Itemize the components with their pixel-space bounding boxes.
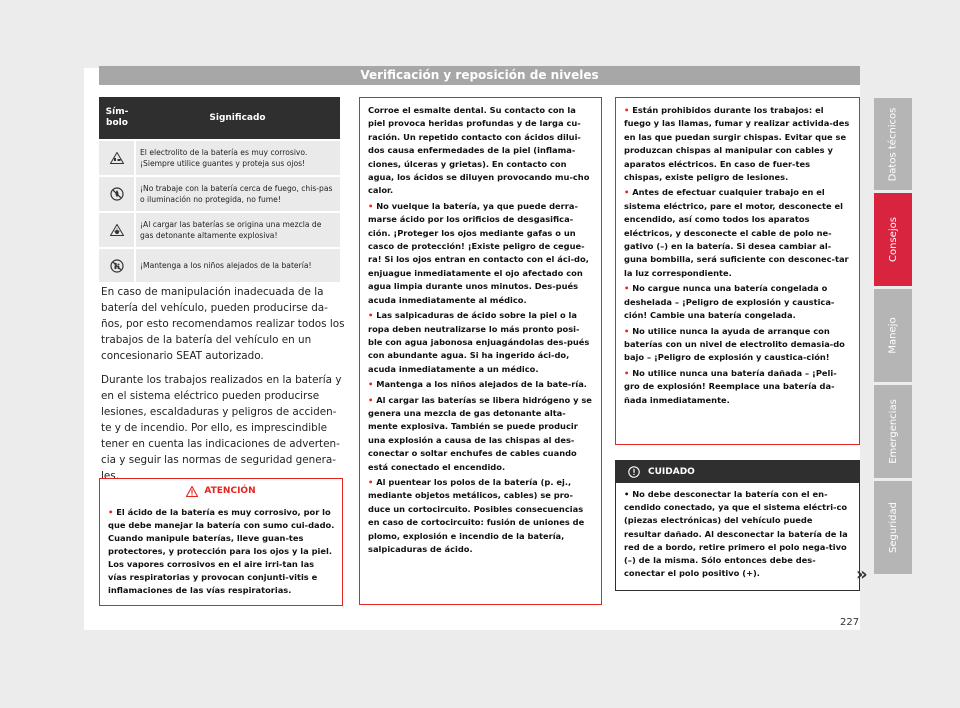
caution-title: CUIDADO [648, 467, 695, 477]
tab-label: Manejo [887, 317, 899, 354]
tab-emergencias[interactable] [874, 385, 912, 478]
table-header-row [99, 97, 340, 140]
symbol-table [99, 97, 340, 282]
table-row [99, 212, 340, 248]
warning-triangle-icon [186, 486, 198, 497]
bullet-icon: • [368, 310, 377, 321]
warning-box [99, 478, 343, 606]
explosion-icon [110, 224, 124, 236]
list-item [624, 325, 851, 365]
list-item [624, 186, 851, 280]
table-cell-icon [99, 248, 135, 282]
bullet-icon: • [368, 476, 377, 487]
tab-datos-tecnicos[interactable] [874, 98, 912, 190]
bullet-icon: • [624, 489, 633, 499]
continue-arrow-icon: » [856, 564, 868, 585]
warning-title: ATENCIÓN [204, 486, 256, 496]
table-cell-text: ¡Al cargar las baterías se origina una mezcla de gas detonante altamente explosiva! [135, 212, 340, 248]
list-item [624, 104, 851, 184]
column-header-symbol [99, 97, 135, 140]
table-cell-icon [99, 212, 135, 248]
list-item-text: Antes de efectuar cualquier trabajo en el sistema eléctrico, pare el motor, desconecte el encendido, así como todos los aparatos eléctricos, y desconecte el cable de polo ne-gativo (–) en la batería. Si desea cambiar al-guna bombilla, será suficiente con desconec-tar la luz correspondiente. [624, 187, 849, 278]
list-item-text: Mantenga a los niños alejados de la bate-ría. [376, 379, 587, 390]
page-number: 227 [840, 617, 860, 628]
bullet-icon: • [624, 187, 633, 198]
caution-text: No debe desconectar la batería con el en-cendido conectado, ya que el sistema eléctri-co (piezas electrónicas) del vehículo puede resultar dañado. Al desconectar la batería de la red de a bordo, retire primero el polo nega-tivo (–) de la misma. Sólo entonces debe des-conectar el polo positivo (+). [624, 489, 848, 579]
caution-body [616, 483, 859, 580]
side-navigation [874, 98, 912, 577]
body-paragraph: Durante los trabajos realizados en la batería y en el sistema eléctrico pueden producirse lesiones, escaldaduras y peligros de acciden-te y de incendio. Por ello, es imprescindible tener en cuenta las indicaciones de adverten-cia y seguir las normas de seguridad genera-les. [101, 374, 342, 482]
bullet-icon: • [624, 325, 633, 336]
list-item [368, 309, 593, 376]
bullet-icon: • [108, 507, 117, 517]
caution-header [616, 461, 859, 483]
list-item-text: Al puentear los polos de la batería (p. ej., mediante objetos metálicos, cables) se pro-duce un cortocircuito. Posibles consecuencias en caso de cortocircuito: fusión de uniones de plomo, explosión e incendio de la batería, salpicaduras de ácido. [368, 476, 585, 554]
bullet-icon: • [624, 105, 633, 115]
list-item-text: Están prohibidos durante los trabajos: el fuego y las llamas, fumar y realizar activida-des en las que puedan surgir chispas. Evitar que se produzcan chispas al manipular con cables y aparatos eléctricos. En caso de fuer-tes chispas, existe peligro de lesiones. [624, 105, 850, 183]
tab-label: Datos técnicos [887, 107, 899, 181]
list-item-text: No utilice nunca la ayuda de arranque con baterías con un nivel de electrolito demasia-do bajo – ¡Peligro de explosión y caustica-ción! [624, 325, 845, 363]
table-row [99, 248, 340, 282]
bullet-icon: • [624, 367, 633, 378]
continuation-intro: Corroe el esmalte dental. Su contacto con la piel provoca heridas profundas y de larga cu-ración. Un repetido contacto con ácidos dilui-dos causa enfermedades de la piel (inflama-ciones, úlceras y grietas). En contacto con agua, los ácidos se diluyen provocando mu-cho calor. [368, 105, 590, 196]
tab-consejos[interactable] [874, 193, 912, 286]
list-item [624, 367, 851, 407]
list-item [624, 282, 851, 322]
tab-label: Consejos [887, 217, 899, 262]
caution-box [615, 460, 860, 591]
warning-body [100, 503, 342, 597]
list-item [368, 394, 593, 474]
symbol-header-line1: Sím- [105, 107, 129, 117]
table-cell-text: ¡Mantenga a los niños alejados de la batería! [135, 248, 340, 282]
table-cell-text: ¡No trabaje con la batería cerca de fuego, chis-pas o iluminación no protegida, no fume! [135, 176, 340, 212]
warning-continuation-box [615, 97, 860, 445]
warning-text: El ácido de la batería es muy corrosivo, por lo que debe manejar la batería con sumo cui-dado. Cuando manipule baterías, lleve guan-tes protectores, y protección para los ojos y la piel. Los vapores corrosivos en el aire irri-tan las vías respiratorias y provocan conjunti-vitis e inflamaciones de las vías respiratorias. [108, 507, 335, 595]
bullet-icon: • [368, 394, 377, 405]
section-header: Verificación y reposición de niveles [99, 66, 860, 85]
list-item-text: No cargue nunca una batería congelada o deshelada – ¡Peligro de explosión y caustica-ción! Cambie una batería congelada. [624, 283, 835, 321]
table-cell-text: El electrolito de la batería es muy corrosivo. ¡Siempre utilice guantes y proteja sus ojos! [135, 140, 340, 176]
list-item-text: Las salpicaduras de ácido sobre la piel o la ropa deben neutralizarse lo más pronto posi-ble con agua jabonosa enjuagándolas des-pués con abundante agua. Si ha ingerido áci-do, acuda inmediatamente a un médico. [368, 310, 590, 374]
table-cell-icon [99, 176, 135, 212]
bullet-icon: • [368, 379, 377, 390]
table-row [99, 140, 340, 176]
bullet-icon: • [368, 200, 377, 211]
corrosive-icon [110, 152, 124, 164]
intro-text [101, 284, 346, 492]
warning-continuation-box [359, 97, 602, 605]
tab-label: Emergencias [887, 399, 899, 464]
list-item [368, 378, 593, 391]
list-item [368, 200, 593, 307]
body-paragraph: En caso de manipulación inadecuada de la batería del vehículo, pueden producirse da-ños, por esto recomendamos realizar todos los trabajos de la batería del vehículo en un concesionario SEAT autorizado. [101, 286, 345, 362]
no-children-icon [110, 259, 124, 273]
warning-header [100, 479, 342, 503]
bullet-icon: • [624, 283, 633, 294]
table-row [99, 176, 340, 212]
list-item-text: Al cargar las baterías se libera hidrógeno y se genera una mezcla de gas detonante alta-mente explosiva. También se puede producir una explosión a causa de las chispas al des-conectar o soltar enchufes de cables cuando está conectado el encendido. [368, 394, 592, 472]
symbol-header-line2: bolo [106, 118, 128, 128]
table-cell-icon [99, 140, 135, 176]
list-item [368, 476, 593, 556]
list-item-text: No vuelque la batería, ya que puede derra-marse ácido por los orificios de desgasifica-ción. ¡Proteger los ojos mediante gafas o un casco de protección! ¡Existe peligro de cegue-ra! Si los ojos entran en contacto con el áci-do, enjuague inmediatamente el ojo afectado con agua limpia durante unos minutos. Des-pués acuda inmediatamente al médico. [368, 200, 589, 305]
list-item-text: No utilice nunca una batería dañada – ¡Peli-gro de explosión! Reemplace una batería da-ñada inmediatamente. [624, 367, 837, 405]
no-fire-icon [110, 187, 124, 201]
info-circle-icon [628, 466, 640, 478]
column-header-meaning: Significado [135, 97, 340, 140]
tab-seguridad[interactable] [874, 481, 912, 574]
tab-manejo[interactable] [874, 289, 912, 382]
tab-label: Seguridad [887, 502, 899, 553]
